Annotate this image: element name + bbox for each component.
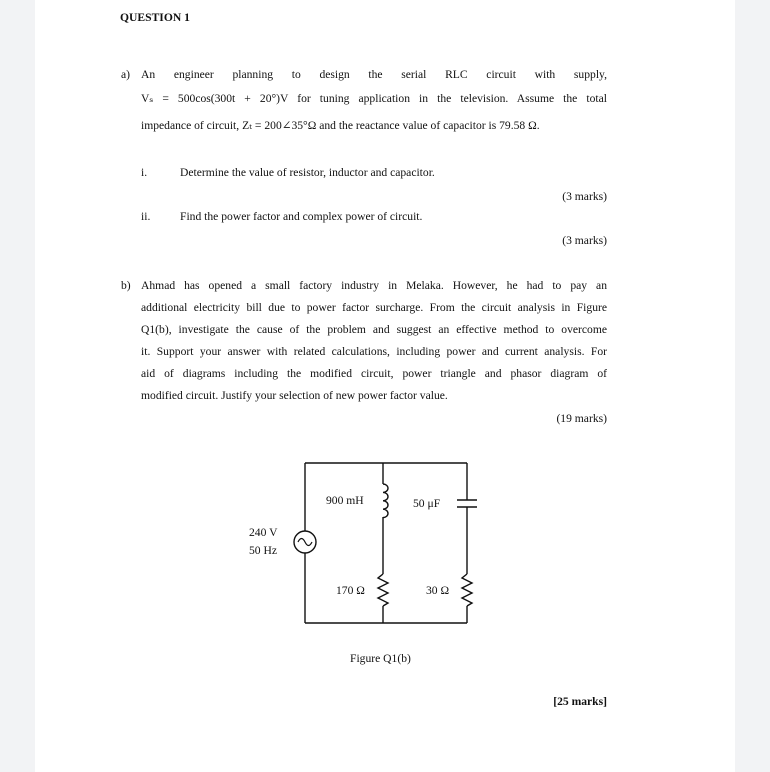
resistor-170-symbol (378, 574, 388, 606)
part-a-label: a) (121, 68, 131, 81)
part-b-line-3: Q1(b), investigate the cause of the problem and suggest an effective method to overcome (141, 323, 607, 336)
question-title: QUESTION 1 (120, 11, 190, 24)
figure-caption: Figure Q1(b) (350, 652, 411, 665)
part-a-item-1-text: Determine the value of resistor, inductor and capacitor. (180, 166, 435, 179)
resistor-30-label: 30 Ω (426, 584, 450, 597)
part-a-item-2-marks: (3 marks) (562, 234, 607, 247)
part-a-item-1-marks: (3 marks) (562, 190, 607, 203)
part-a-line-2: Vₛ = 500cos(300t + 20°)V for tuning application in the television. Assume the total (141, 92, 607, 105)
resistor-170-label: 170 Ω (336, 584, 365, 597)
circuit-diagram (35, 0, 735, 772)
capacitor-label: 50 μF (413, 497, 441, 510)
resistor-30-symbol (462, 574, 472, 606)
inductor-label: 900 mH (326, 494, 364, 507)
part-a-item-2-text: Find the power factor and complex power of circuit. (180, 210, 423, 223)
part-a-item-1-number: i. (141, 166, 148, 179)
part-b-label: b) (121, 279, 131, 292)
part-b-line-2: additional electricity bill due to power factor surcharge. From the circuit analysis in Figure (141, 301, 607, 314)
part-a-line-3: impedance of circuit, Zₜ = 200∠35°Ω and the reactance value of capacitor is 79.58 Ω. (141, 119, 540, 132)
part-b-line-5: aid of diagrams including the modified circuit, power triangle and phasor diagram of (141, 367, 607, 380)
part-b-line-4: it. Support your answer with related calculations, including power and current analysis. For (141, 345, 607, 358)
source-frequency-label: 50 Hz (249, 544, 278, 557)
inductor-symbol (383, 484, 388, 518)
part-b-marks: (19 marks) (556, 412, 607, 425)
source-voltage-label: 240 V (249, 526, 278, 539)
part-b-line-6: modified circuit. Justify your selection of new power factor value. (141, 389, 448, 402)
total-marks: [25 marks] (553, 695, 607, 708)
part-a-item-2-number: ii. (141, 210, 151, 223)
part-a-line-1: An engineer planning to design the serial RLC circuit with supply, (141, 68, 607, 81)
document-page (35, 0, 735, 772)
part-b-line-1: Ahmad has opened a small factory industry in Melaka. However, he had to pay an (141, 279, 607, 292)
